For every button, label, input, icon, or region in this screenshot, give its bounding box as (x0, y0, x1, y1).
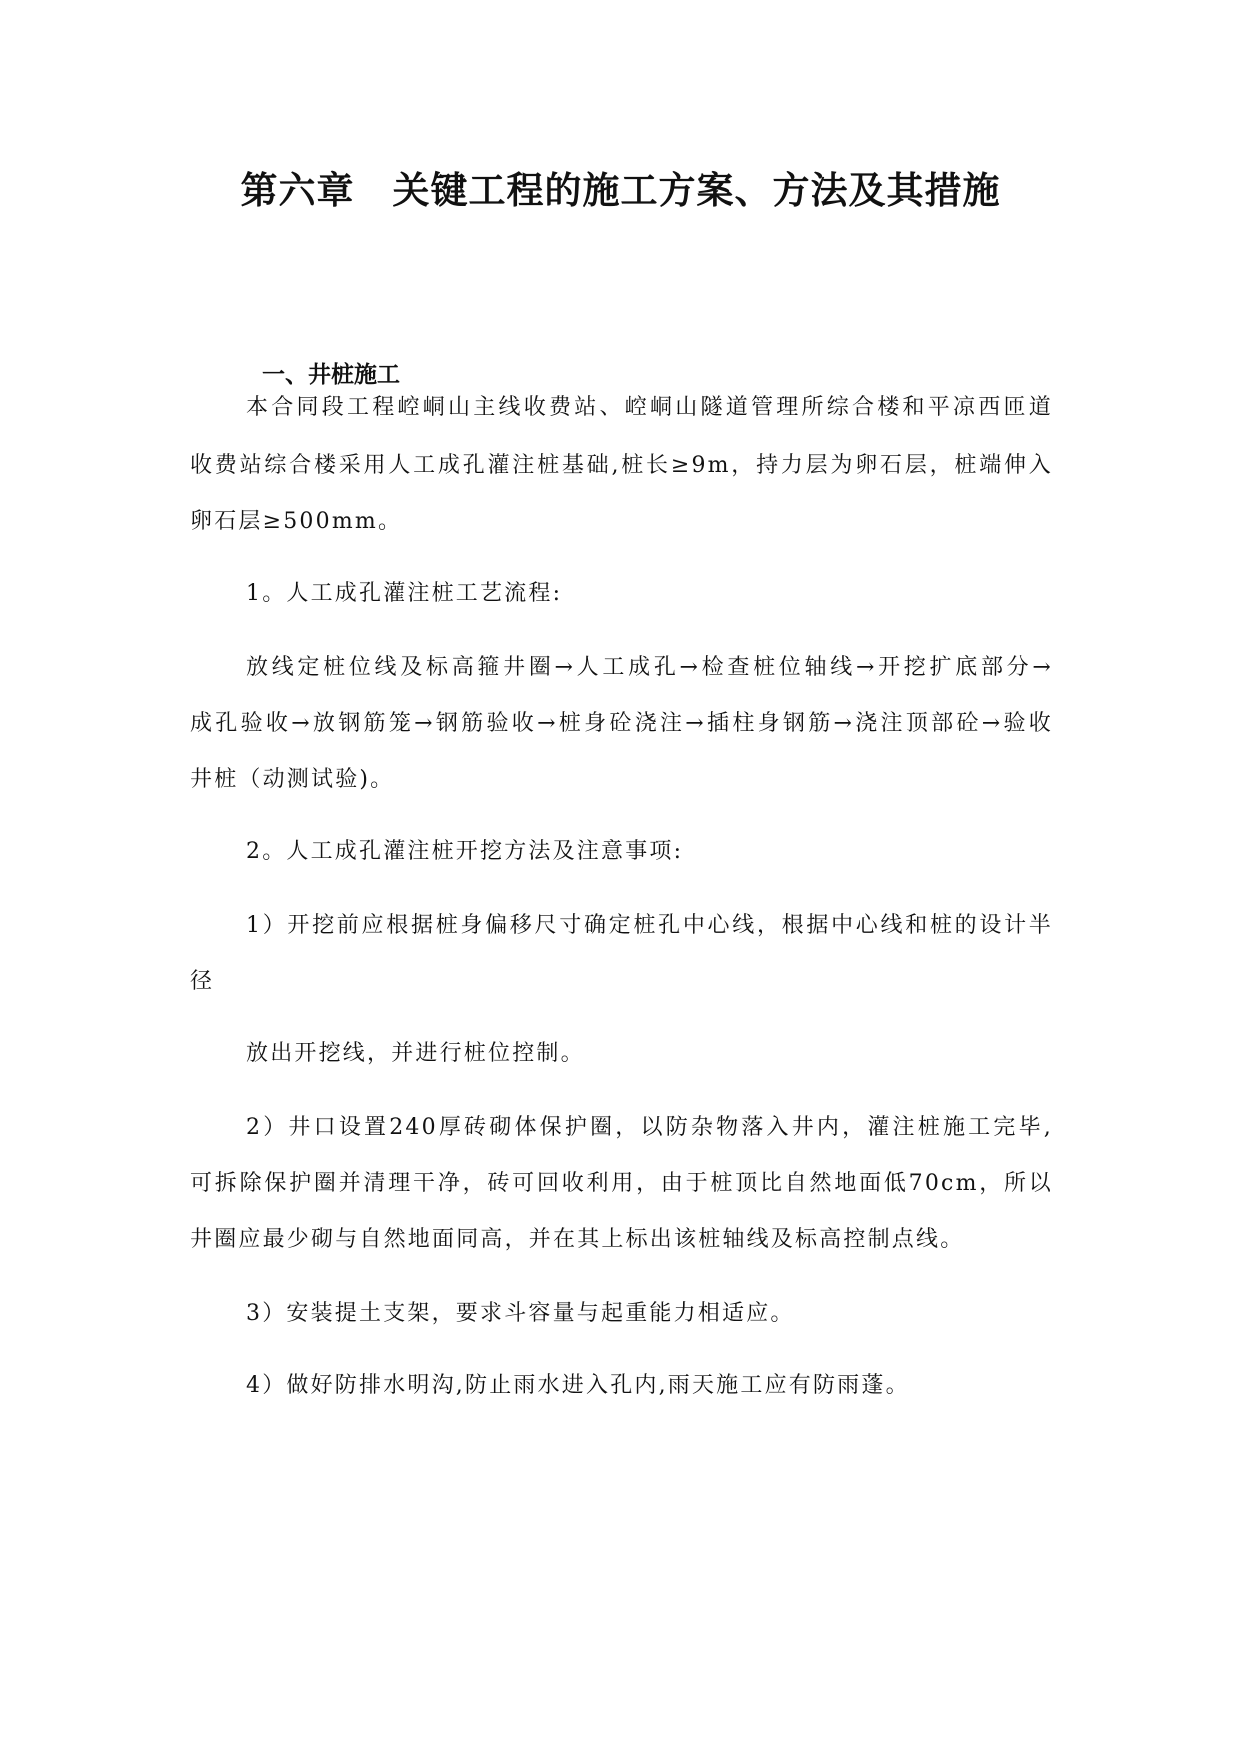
text-line: 井圈应最少砌与自然地面同高，并在其上标出该桩轴线及标高控制点线。 (190, 1227, 965, 1252)
text-line: 井桩（动测试验)。 (190, 767, 395, 792)
step-1-continuation: 放出开挖线，并进行桩位控制。 (246, 1041, 585, 1066)
item-2-heading: 2。人工成孔灌注桩开挖方法及注意事项: (246, 839, 684, 864)
step-3-paragraph: 3）安装提土支架，要求斗容量与起重能力相适应。 (246, 1301, 795, 1326)
text-line: 放线定桩位线及标高箍井圈→人工成孔→检查桩位轴线→开挖扩底部分→ (246, 655, 1053, 680)
chapter-title: 第六章 关键工程的施工方案、方法及其措施 (240, 169, 1001, 212)
step-4-paragraph: 4）做好防排水明沟,防止雨水进入孔内,雨天施工应有防雨蓬。 (246, 1373, 910, 1398)
text-line: 2）井口设置240厚砖砌体保护圈，以防杂物落入井内，灌注桩施工完毕, (246, 1115, 1053, 1140)
text-line: 成孔验收→放钢筋笼→钢筋验收→桩身砼浇注→插柱身钢筋→浇注顶部砼→验收 (190, 711, 1053, 736)
text-line: 本合同段工程崆峒山主线收费站、崆峒山隧道管理所综合楼和平凉西匝道 (246, 395, 1053, 420)
text-line: 1）开挖前应根据桩身偏移尺寸确定桩孔中心线，根据中心线和桩的设计半 (246, 913, 1053, 938)
text-line: 径 (190, 969, 215, 994)
item-1-heading: 1。人工成孔灌注桩工艺流程: (246, 581, 563, 606)
text-line: 收费站综合楼采用人工成孔灌注桩基础,桩长≥9m，持力层为卵石层，桩端伸入 (190, 453, 1053, 478)
text-line: 可拆除保护圈并清理干净，砖可回收利用，由于桩顶比自然地面低70cm，所以 (190, 1171, 1053, 1196)
text-line: 卵石层≥500mm。 (190, 509, 403, 534)
section-heading: 一、井桩施工 (262, 362, 400, 388)
